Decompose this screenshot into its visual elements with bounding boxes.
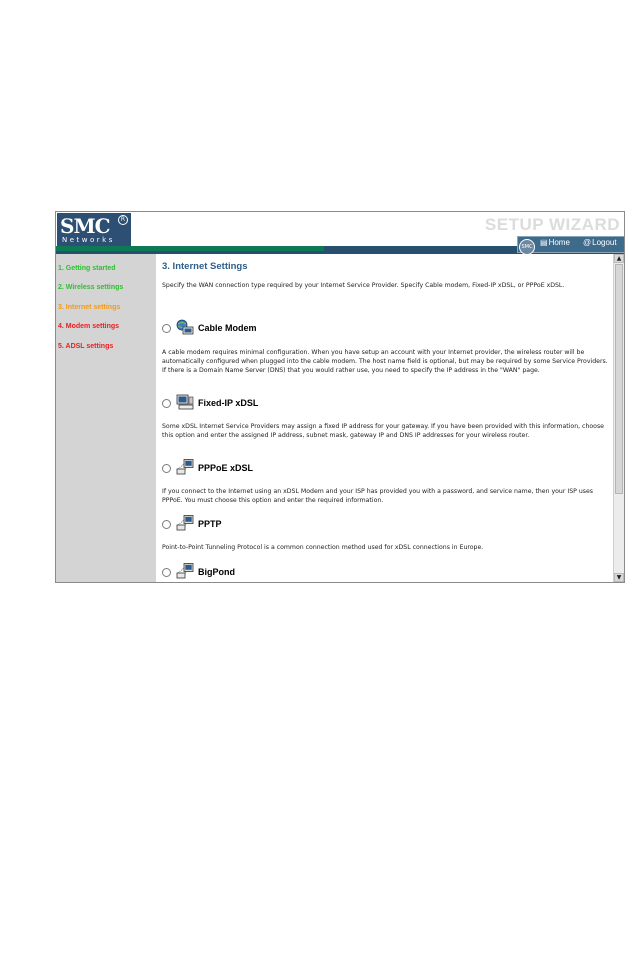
cable-modem-label: Cable Modem [198,323,257,333]
scrollbar[interactable] [613,254,624,582]
logout-icon: @ [583,238,592,247]
fixed-ip-xdsl-radio[interactable] [162,399,171,408]
sidebar-item-label: 4. Modem settings [58,323,120,330]
page-title: 3. Internet Settings [162,261,248,272]
header-stripe-green [56,246,324,251]
fixed-ip-xdsl-label: Fixed-IP xDSL [198,398,259,408]
pppoe-icon [176,459,194,475]
sidebar [56,254,156,582]
main-content [159,254,612,582]
logout-label: Logout [592,238,617,247]
scroll-up-arrow-icon[interactable]: ▲ [614,254,624,263]
registered-mark: R [118,215,128,225]
pppoe-xdsl-radio[interactable] [162,464,171,473]
router-setup-window [55,211,625,583]
pptp-icon [176,515,194,531]
sidebar-item-label: 2. Wireless settings [58,284,124,291]
cable-modem-radio[interactable] [162,324,171,333]
sidebar-item-label: 5. ADSL settings [58,343,114,350]
sidebar-item-modem-settings[interactable] [58,323,119,330]
intro-text: Specify the WAN connection type required by your Internet Service Provider. Specify Cable modem, Fixed-IP xDSL, or PPPoE xDSL. [162,282,565,289]
bigpond-radio[interactable] [162,568,171,577]
fixed-ip-icon [176,394,194,410]
scroll-down-arrow-icon[interactable]: ▼ [614,573,624,582]
logo-sub-text: Networks [62,236,115,244]
cable-modem-description: A cable modem requires minimal configuration. When you have setup an account with your Internet provider, the wireless router will be automatically configured when plugged into the cable modem. The host name field is optional, but may be required by some Service Providers. If there is a Domain Name Server (DNS) that you would rather use, you need to specify the IP address in the "WAN" page. [162,349,608,374]
sidebar-item-adsl-settings[interactable] [58,343,113,350]
scrollbar-thumb[interactable] [615,264,623,494]
home-button[interactable] [540,238,570,247]
logo-main-text: SMC [60,214,110,238]
sidebar-item-label: 1. Getting started [58,265,116,272]
sidebar-item-label: 3. Internet settings [58,304,121,311]
pptp-radio[interactable] [162,520,171,529]
home-label: Home [548,238,570,247]
sidebar-item-getting-started[interactable] [58,265,116,272]
smc-logo [57,213,131,247]
logout-button[interactable] [583,238,617,247]
pptp-description: Point-to-Point Tunneling Protocol is a common connection method used for xDSL connections in Europe. [162,544,484,551]
sidebar-item-wireless-settings[interactable] [58,284,123,291]
setup-wizard-banner: SETUP WIZARD [484,215,620,234]
pppoe-xdsl-label: PPPoE xDSL [198,463,254,473]
fixed-ip-xdsl-description: Some xDSL Internet Service Providers may assign a fixed IP address for your gateway. If you have been provided with this information, choose this option and enter the assigned IP address, subnet mask, gateway IP and DNS IP addresses for your wireless router. [162,423,604,439]
pppoe-xdsl-description: If you connect to the Internet using an xDSL Modem and your ISP has provided you with a password, and service name, then your ISP uses PPPoE. You must choose this option and enter the required information. [162,488,593,504]
bigpond-label: BigPond [198,567,235,577]
sidebar-item-internet-settings[interactable] [58,304,120,311]
bigpond-icon [176,563,194,579]
cable-modem-icon [176,319,194,335]
globe-icon: SMC [519,239,535,255]
home-icon: ▤ [540,238,548,247]
pptp-label: PPTP [198,519,222,529]
